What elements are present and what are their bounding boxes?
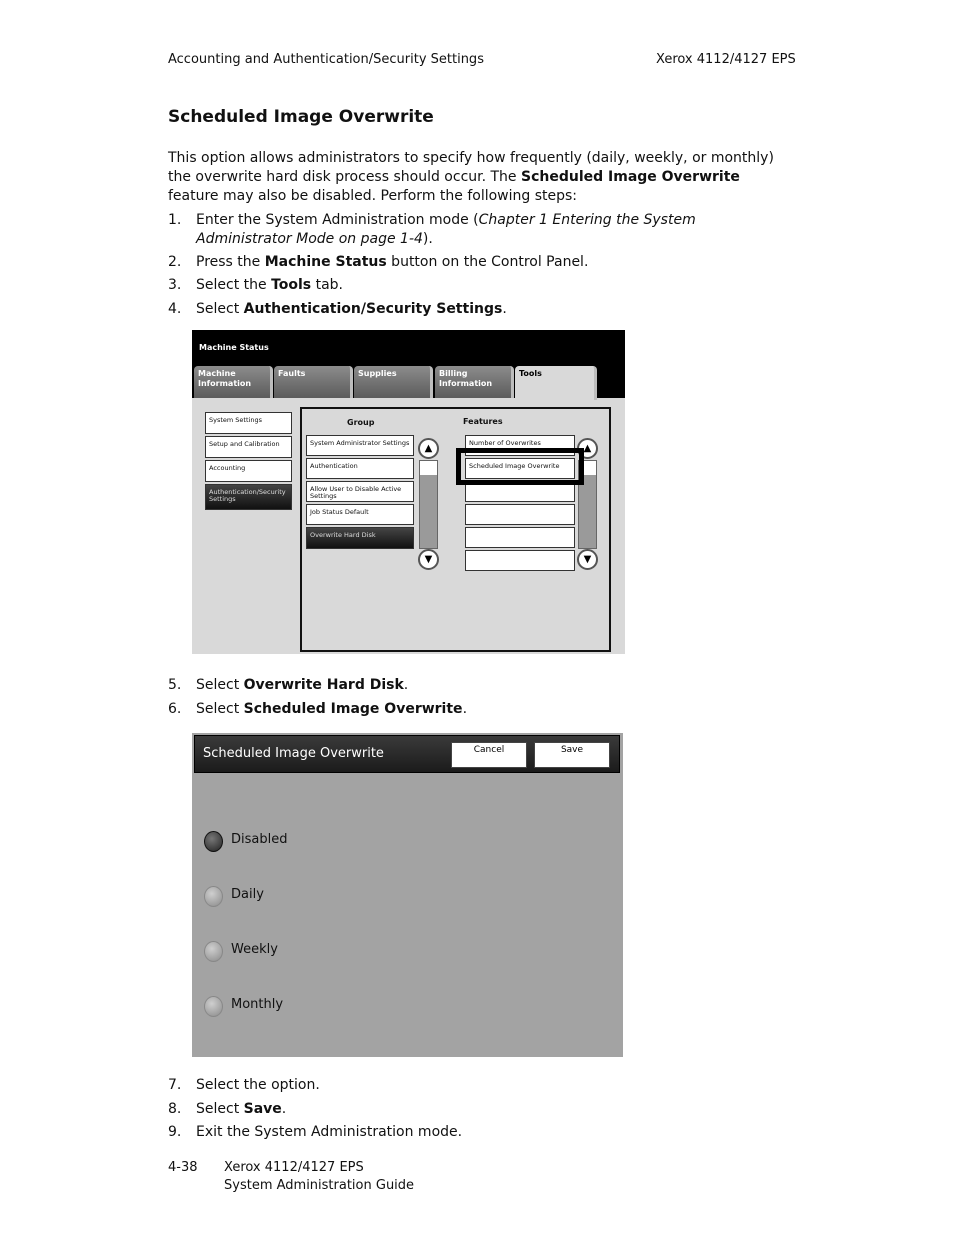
system-settings-button[interactable]: System Settings bbox=[205, 412, 292, 434]
intro-text-2: feature may also be disabled. Perform the following steps: bbox=[168, 188, 578, 204]
dialog-title-bar bbox=[194, 735, 620, 773]
step-text: Enter the System Administration mode (Chapter 1 Entering the System Administrator Mode on page 1-4). bbox=[196, 212, 696, 247]
features-scroll-down-icon[interactable]: ▼ bbox=[577, 549, 598, 570]
step-text: Select the option. bbox=[196, 1077, 320, 1093]
footer-product: Xerox 4112/4127 EPS bbox=[224, 1160, 364, 1175]
setup-calibration-button[interactable]: Setup and Calibration bbox=[205, 436, 292, 458]
step-number: 6. bbox=[168, 701, 182, 717]
callout-highlight-box bbox=[456, 448, 584, 485]
tab-billing-information[interactable]: Billing Information bbox=[435, 366, 514, 398]
group-item-overwrite-hard-disk[interactable]: Overwrite Hard Disk bbox=[306, 527, 414, 549]
step-text: Select Authentication/Security Settings. bbox=[196, 301, 507, 317]
group-scroll-down-icon[interactable]: ▼ bbox=[418, 549, 439, 570]
group-item-allow-disable-active[interactable]: Allow User to Disable Active Settings bbox=[306, 481, 414, 502]
radio-monthly[interactable] bbox=[204, 996, 223, 1017]
authentication-security-settings-button[interactable]: Authentication/Security Settings bbox=[205, 484, 292, 510]
feature-item-empty bbox=[465, 550, 575, 571]
step-number: 9. bbox=[168, 1124, 182, 1140]
feature-item-number-of-overwrites[interactable]: Number of Overwrites bbox=[465, 435, 575, 456]
dialog-title: Scheduled Image Overwrite bbox=[203, 746, 384, 761]
group-item-authentication[interactable]: Authentication bbox=[306, 458, 414, 479]
step-number: 4. bbox=[168, 301, 182, 317]
features-header: Features bbox=[463, 417, 503, 426]
scheduled-overwrite-screenshot bbox=[192, 733, 623, 1057]
group-scrollbar[interactable] bbox=[419, 460, 438, 549]
step-number: 5. bbox=[168, 677, 182, 693]
step-text: Select Save. bbox=[196, 1101, 287, 1117]
group-item-job-status-default[interactable]: Job Status Default bbox=[306, 504, 414, 525]
tab-tools[interactable]: Tools bbox=[515, 366, 597, 400]
option-label-monthly: Monthly bbox=[231, 997, 284, 1012]
group-item-system-admin-settings[interactable]: System Administrator Settings bbox=[306, 435, 414, 456]
step-text: Exit the System Administration mode. bbox=[196, 1124, 463, 1140]
intro-paragraph bbox=[168, 149, 788, 206]
step-number: 2. bbox=[168, 254, 182, 270]
step-number: 1. bbox=[168, 212, 182, 228]
option-label-daily: Daily bbox=[231, 887, 264, 902]
accounting-button[interactable]: Accounting bbox=[205, 460, 292, 482]
tab-supplies[interactable]: Supplies bbox=[354, 366, 433, 398]
feature-item-scheduled-image-overwrite[interactable]: Scheduled Image Overwrite bbox=[465, 458, 575, 479]
group-header: Group bbox=[347, 418, 375, 427]
step-text: Press the Machine Status button on the Control Panel. bbox=[196, 254, 589, 270]
screen-title: Machine Status bbox=[199, 343, 269, 352]
tab-machine-information[interactable]: Machine Information bbox=[194, 366, 273, 398]
option-label-disabled: Disabled bbox=[231, 832, 288, 847]
features-scroll-up-icon[interactable]: ▲ bbox=[577, 438, 598, 459]
step-text: Select Overwrite Hard Disk. bbox=[196, 677, 409, 693]
radio-weekly[interactable] bbox=[204, 941, 223, 962]
option-label-weekly: Weekly bbox=[231, 942, 278, 957]
feature-item-empty bbox=[465, 527, 575, 548]
running-header-right: Xerox 4112/4127 EPS bbox=[656, 52, 796, 67]
step-number: 8. bbox=[168, 1101, 182, 1117]
tab-faults[interactable]: Faults bbox=[274, 366, 353, 398]
step-number: 7. bbox=[168, 1077, 182, 1093]
radio-disabled[interactable] bbox=[204, 831, 223, 852]
step-text: Select Scheduled Image Overwrite. bbox=[196, 701, 468, 717]
step-text: Select the Tools tab. bbox=[196, 277, 343, 293]
group-scroll-up-icon[interactable]: ▲ bbox=[418, 438, 439, 459]
section-title: Scheduled Image Overwrite bbox=[168, 107, 434, 127]
step-number: 3. bbox=[168, 277, 182, 293]
settings-panel bbox=[300, 407, 611, 652]
feature-item-empty bbox=[465, 504, 575, 525]
intro-bold: Scheduled Image Overwrite bbox=[521, 169, 740, 185]
page-number: 4-38 bbox=[168, 1160, 198, 1175]
running-header-left: Accounting and Authentication/Security Settings bbox=[168, 52, 484, 67]
radio-daily[interactable] bbox=[204, 886, 223, 907]
save-button[interactable]: Save bbox=[534, 742, 610, 768]
footer-guide: System Administration Guide bbox=[224, 1178, 415, 1193]
cancel-button[interactable]: Cancel bbox=[451, 742, 527, 768]
intro-text-1: This option allows administrators to specify how frequently (daily, weekly, or monthly) the overwrite hard disk process should occur. The bbox=[168, 150, 774, 185]
machine-status-screenshot bbox=[192, 330, 625, 654]
chapter-reference: Chapter 1 Entering the System Administrator Mode on page 1-4 bbox=[196, 212, 696, 247]
